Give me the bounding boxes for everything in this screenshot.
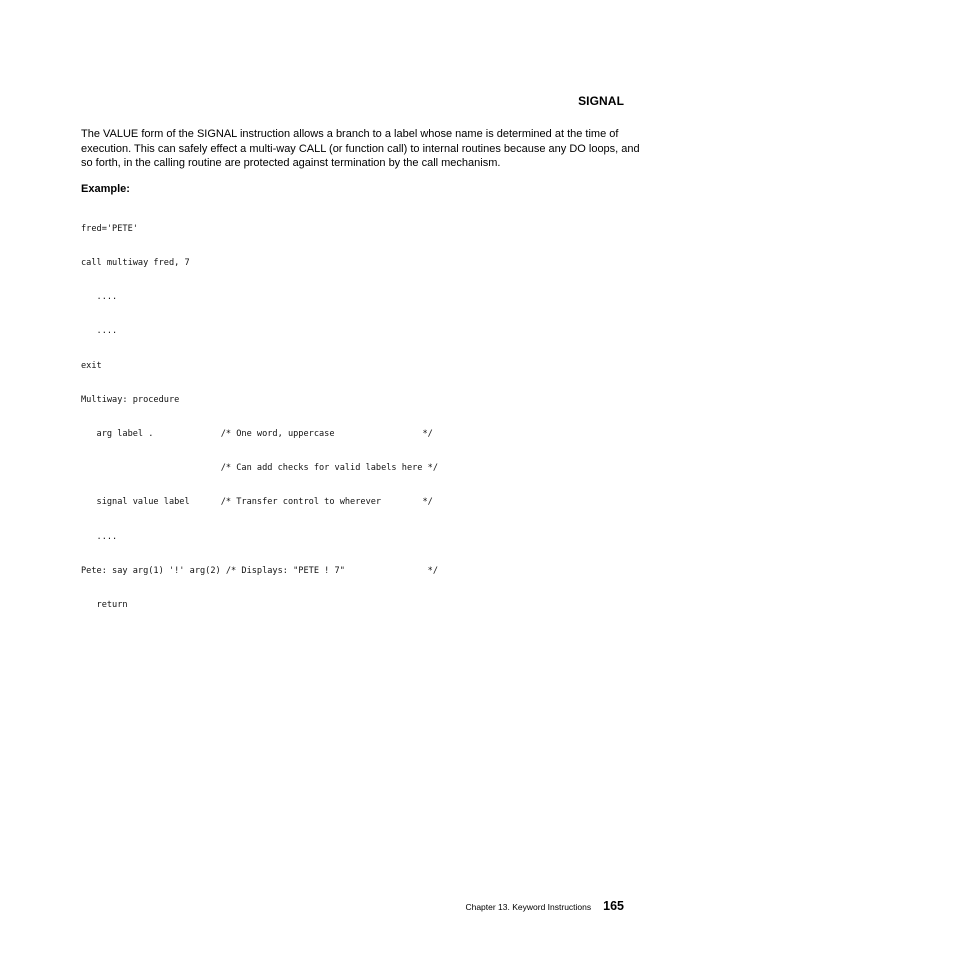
- code-line: /* Can add checks for valid labels here */: [81, 463, 438, 474]
- code-line: return: [81, 600, 128, 611]
- code-line: ....: [81, 326, 118, 337]
- code-line: Multiway: procedure: [81, 394, 180, 405]
- code-line: ....: [81, 531, 118, 542]
- code-line: call multiway fred, 7: [81, 258, 190, 269]
- code-line: exit: [81, 360, 102, 371]
- body-paragraph: The VALUE form of the SIGNAL instruction allows a branch to a label whose name is determined at the time of execution. This can safely effect a multi-way CALL (or function call) to internal routines because any DO loops, and so forth, in the calling routine are protected against termination by the call mechanism.: [81, 128, 640, 170]
- running-head: SIGNAL: [578, 94, 624, 108]
- page-footer: [465, 899, 624, 913]
- code-line: ....: [81, 292, 118, 303]
- code-line: Pete: say arg(1) '!' arg(2) /* Displays: "PETE ! 7" */: [81, 565, 438, 576]
- example-heading: Example:: [81, 183, 130, 195]
- code-line: arg label . /* One word, uppercase */: [81, 429, 433, 440]
- code-line: signal value label /* Transfer control to wherever */: [81, 497, 433, 508]
- footer-chapter-title: Chapter 13. Keyword Instructions: [465, 902, 592, 912]
- code-example: [81, 201, 438, 623]
- page-number: 165: [603, 899, 624, 913]
- code-line: fred='PETE': [81, 223, 138, 234]
